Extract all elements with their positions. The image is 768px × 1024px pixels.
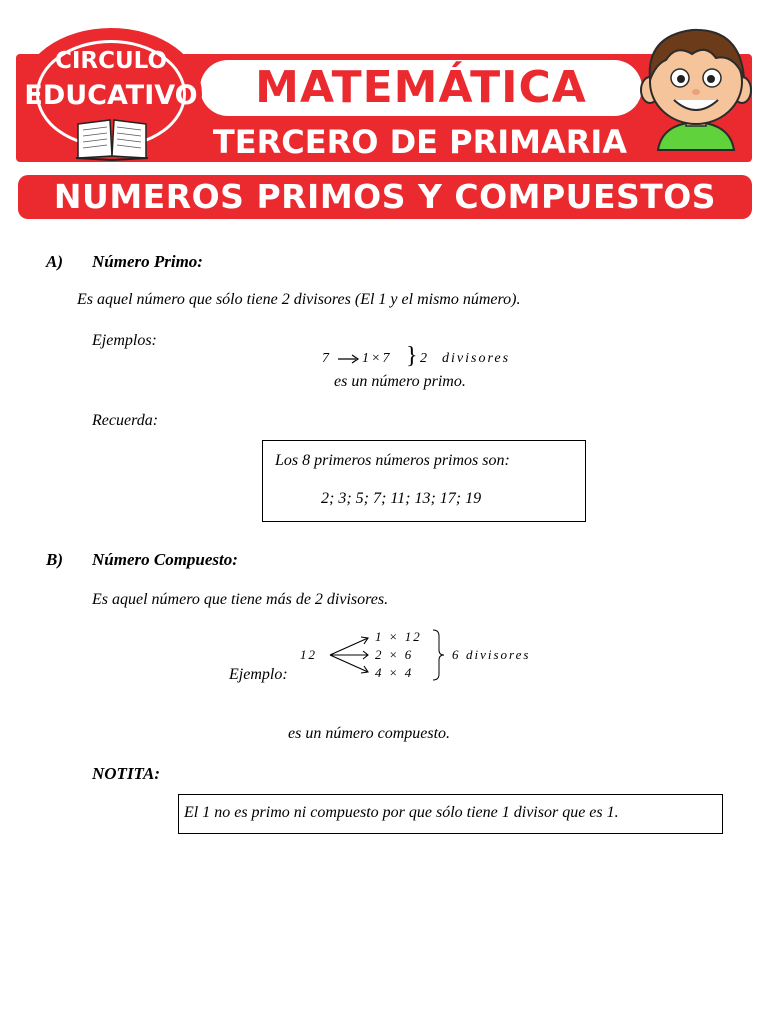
remember-label: Recuerda: xyxy=(92,412,159,429)
section-b-heading: Número Compuesto: xyxy=(92,550,238,569)
boy-cartoon-icon xyxy=(636,20,756,162)
prime-example-number: 7 xyxy=(322,351,331,366)
note-label: NOTITA: xyxy=(92,764,160,783)
prime-example-product: 1×7 xyxy=(362,351,392,366)
section-a-heading: Número Primo: xyxy=(92,252,203,271)
grade-subtitle: TERCERO DE PRIMARIA xyxy=(212,123,628,161)
composite-divisor-count: 6 xyxy=(452,647,461,662)
book-icon xyxy=(74,116,150,162)
section-a-definition: Es aquel número que sólo tiene 2 divisores (El 1 y el mismo número). xyxy=(77,291,521,308)
note-text: El 1 no es primo ni compuesto por que sólo tiene 1 divisor que es 1. xyxy=(184,804,619,821)
logo-text-educativo: EDUCATIVO xyxy=(24,80,198,111)
section-a-letter: A) xyxy=(46,252,63,271)
composite-product-3: 4 × 4 xyxy=(375,665,414,680)
note-box xyxy=(178,794,723,834)
composite-example-number: 12 xyxy=(300,647,317,662)
prime-list-intro: Los 8 primeros números primos son: xyxy=(275,452,510,469)
composite-product-1: 1 × 12 xyxy=(375,629,422,644)
prime-list-box xyxy=(262,440,586,522)
section-b-definition: Es aquel número que tiene más de 2 divisores. xyxy=(92,591,389,608)
composite-example-conclusion: es un número compuesto. xyxy=(288,725,451,742)
composite-product-2: 2 × 6 xyxy=(375,647,414,662)
right-brace-icon: } xyxy=(406,343,418,369)
right-brace-icon xyxy=(430,628,446,682)
main-title: NUMEROS PRIMOS Y COMPUESTOS xyxy=(53,177,717,216)
branch-arrows-icon xyxy=(326,632,372,678)
prime-example-count: 2 xyxy=(420,351,429,366)
subject-title: MATEMÁTICA xyxy=(255,62,587,113)
right-arrow-icon xyxy=(337,352,361,366)
prime-list: 2; 3; 5; 7; 11; 13; 17; 19 xyxy=(321,490,482,507)
examples-label: Ejemplos: xyxy=(92,332,157,349)
composite-divisor-label: divisores xyxy=(466,647,531,662)
prime-example-count-label: divisores xyxy=(442,351,511,366)
logo-text-circulo: CIRCULO xyxy=(54,48,168,74)
example-label: Ejemplo: xyxy=(229,666,288,683)
section-b-letter: B) xyxy=(46,550,63,569)
prime-example-conclusion: es un número primo. xyxy=(334,373,466,390)
